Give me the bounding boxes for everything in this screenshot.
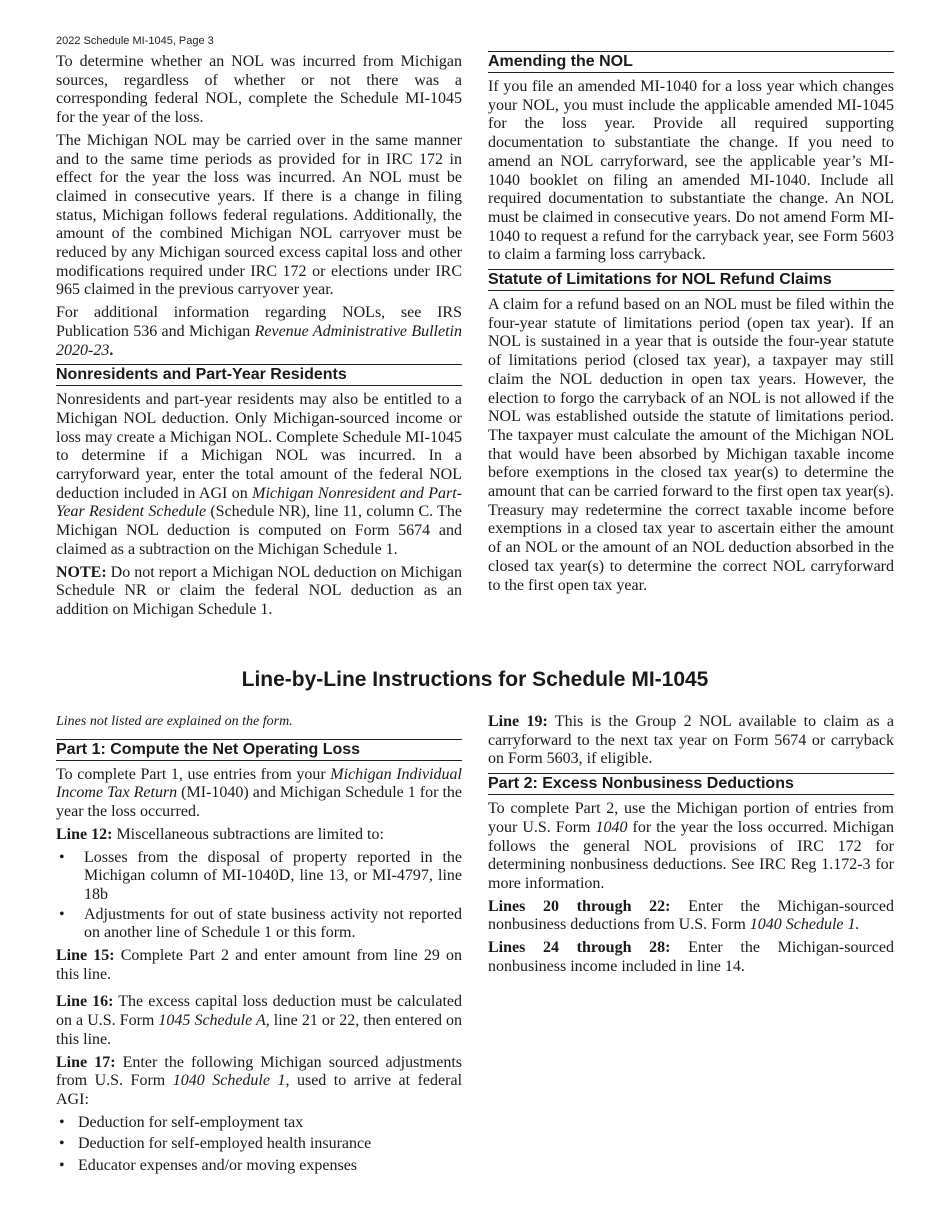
text: For additional information regarding NOLs, see IRS Publication 536 and Michigan bbox=[56, 304, 462, 340]
right-column-top bbox=[488, 51, 894, 599]
mi1040-title: Michigan Individual Income Tax Return bbox=[56, 765, 462, 802]
part2-heading: Part 2: Excess Nonbusiness Deductions bbox=[488, 773, 894, 795]
text: Miscellaneous subtractions are limited to: bbox=[112, 825, 384, 843]
text: To complete Part 1, use entries from your bbox=[56, 765, 331, 783]
amending-paragraph: If you file an amended MI-1040 for a loss year which changes your NOL, you must include the applicable amended MI-1045 for the loss year. Provide all required supporting documentation to substantiate the change. If you need to amend an NOL carryforward, see the applicable year’s MI-1040 booklet on filing an amended MI-1040. Include all required documentation to substantiate the change. An NOL must be claimed in consecutive years. Do not amend Form MI-1040 to request a refund for the carryback year, see Form 5603 to claim a farming loss carryback. bbox=[488, 78, 894, 264]
list-item: • Educator expenses and/or moving expenses bbox=[56, 1157, 462, 1176]
text: , line 21 or 22, then entered on this line. bbox=[56, 1012, 462, 1048]
text: To complete Part 2, use the Michigan portion of entries from your U.S. Form bbox=[488, 800, 894, 836]
lines20-22-paragraph bbox=[488, 898, 894, 935]
list-item: • Deduction for self-employed health insurance bbox=[56, 1135, 462, 1154]
lines20-22-label: Lines 20 through 22: bbox=[488, 897, 671, 915]
text: Enter the Michigan-sourced nonbusiness deductions from U.S. Form bbox=[488, 897, 894, 934]
text: (Schedule NR), line 11, column C. The Michigan NOL deduction is computed on Form 5674 and claimed as a subtraction on the Michigan Schedule 1. bbox=[56, 503, 462, 558]
text: for the year the loss occurred. Michigan follows the general NOL provisions of IRC 172 for determining nonbusiness deductions. See IRC Reg 1.172-3 for more information. bbox=[488, 818, 894, 892]
line12-paragraph bbox=[56, 826, 462, 845]
note-paragraph bbox=[56, 564, 462, 620]
form-1040-title: 1040 bbox=[595, 818, 628, 836]
nonresidents-paragraph bbox=[56, 391, 462, 559]
nonresidents-heading: Nonresidents and Part-Year Residents bbox=[56, 364, 462, 386]
bulletin-title: Revenue Administrative Bulletin 2020-23 bbox=[56, 322, 462, 359]
line16-paragraph bbox=[56, 993, 462, 1049]
part2-paragraph bbox=[488, 800, 894, 894]
line17-list bbox=[56, 1114, 462, 1176]
line15-paragraph bbox=[56, 947, 462, 984]
line-by-line-heading: Line-by-Line Instructions for Schedule MI-1045 bbox=[241, 668, 709, 691]
right-column-bottom bbox=[488, 713, 894, 980]
text: Complete Part 2 and enter amount from line 29 on this line. bbox=[56, 947, 462, 983]
left-column-bottom bbox=[56, 713, 462, 1180]
text: . bbox=[109, 341, 114, 359]
text: Enter the following Michigan sourced adjustments from U.S. Form bbox=[56, 1053, 462, 1090]
line12-list bbox=[56, 849, 462, 944]
text: (MI-1040) and Michigan Schedule 1 for the year the loss occurred. bbox=[56, 784, 462, 821]
form-1040-schedule1-title: 1040 Schedule 1 bbox=[172, 1072, 286, 1090]
lines24-28-paragraph bbox=[488, 939, 894, 976]
list-item: • Deduction for self-employment tax bbox=[56, 1114, 462, 1133]
list-item: • Adjustments for out of state business activity not reported on another line of Schedule 1 or this form. bbox=[56, 906, 462, 943]
text: Do not report a Michigan NOL deduction on Michigan Schedule NR or claim the federal NOL deduction as an addition on Michigan Schedule 1. bbox=[56, 563, 462, 618]
line17-paragraph bbox=[56, 1054, 462, 1110]
part1-paragraph bbox=[56, 766, 462, 822]
text: Enter the Michigan-sourced nonbusiness income included in line 14. bbox=[488, 939, 894, 975]
left-column-top bbox=[56, 53, 462, 624]
amending-heading: Amending the NOL bbox=[488, 51, 894, 73]
text: , used to arrive at federal AGI: bbox=[56, 1072, 463, 1108]
form-1045-title: 1045 Schedule A bbox=[158, 1012, 266, 1030]
text: The excess capital loss deduction must be calculated on a U.S. Form bbox=[56, 993, 462, 1030]
list-item: • Losses from the disposal of property reported in the Michigan column of MI-1040D, line 13, or MI-4797, line 18b bbox=[56, 849, 462, 905]
line19-label: Line 19: bbox=[488, 713, 548, 730]
statute-heading: Statute of Limitations for NOL Refund Claims bbox=[488, 269, 894, 291]
page-label: 2022 Schedule MI-1045, Page 3 bbox=[56, 35, 214, 47]
line17-label: Line 17: bbox=[56, 1053, 116, 1071]
line16-label: Line 16: bbox=[56, 993, 114, 1011]
intro-paragraph: To determine whether an NOL was incurred from Michigan sources, regardless of whether or not there was a corresponding federal NOL, complete the Schedule MI-1045 for the year of the loss. bbox=[56, 53, 462, 127]
line15-label: Line 15: bbox=[56, 947, 115, 965]
form-1040-schedule1-title: 1040 Schedule 1. bbox=[749, 916, 860, 934]
lines24-28-label: Lines 24 through 28: bbox=[488, 939, 671, 957]
carryover-paragraph: The Michigan NOL may be carried over in the same manner and to the same time periods as provided for in IRC 172 in effect for the year the loss was incurred. An NOL must be claimed in consecutive years. If there is a change in filing status, Michigan follows federal regulations. Additionally, the amount of the combined Michigan NOL carryover must be reduced by any Michigan sourced excess capital loss and other modifications required under IRC 172 or elections under IRC 965 claimed in the previous carryover year. bbox=[56, 131, 462, 299]
part1-heading: Part 1: Compute the Net Operating Loss bbox=[56, 739, 462, 761]
schedule-nr-title: Michigan Nonresident and Part-Year Resident Schedule bbox=[56, 484, 463, 521]
note-label: NOTE: bbox=[56, 563, 107, 581]
text: Nonresidents and part-year residents may also be entitled to a Michigan NOL deduction. Only Michigan-sourced income or loss may create a Michigan NOL. Complete Schedule MI-1045 to determine if a Michigan NOL was incurred. In a carryforward year, enter the total amount of the federal NOL deduction included in AGI on bbox=[56, 391, 462, 502]
additional-info-paragraph bbox=[56, 304, 462, 360]
text: This is the Group 2 NOL available to claim as a carryforward to the next tax year on Form 5674 or carryback on Form 5603, if eligible. bbox=[488, 713, 894, 768]
line19-paragraph bbox=[488, 713, 894, 769]
lines-not-listed-note: Lines not listed are explained on the form. bbox=[56, 714, 293, 729]
statute-paragraph: A claim for a refund based on an NOL must be filed within the four-year statute of limitations period (open tax year). If an NOL is sustained in a year that is outside the four-year statute of limitations period (closed tax year), a taxpayer may still claim the NOL deduction in open tax years. However, the election to forgo the carryback of an NOL is not allowed if the NOL was established outside the statute of limitations period. The taxpayer must calculate the amount of the Michigan NOL that would have been absorbed by Michigan taxable income before exemptions in the closed tax year(s) to determine the amount that can be carried forward to the first open tax year(s). Treasury may redetermine the correct taxable income before exemptions in a closed tax year to ascertain either the amount of an NOL or the amount of an NOL deduction absorbed in the closed tax year(s) to determine the correct NOL carryforward to the first open tax year. bbox=[488, 296, 894, 594]
line12-label: Line 12: bbox=[56, 825, 113, 843]
